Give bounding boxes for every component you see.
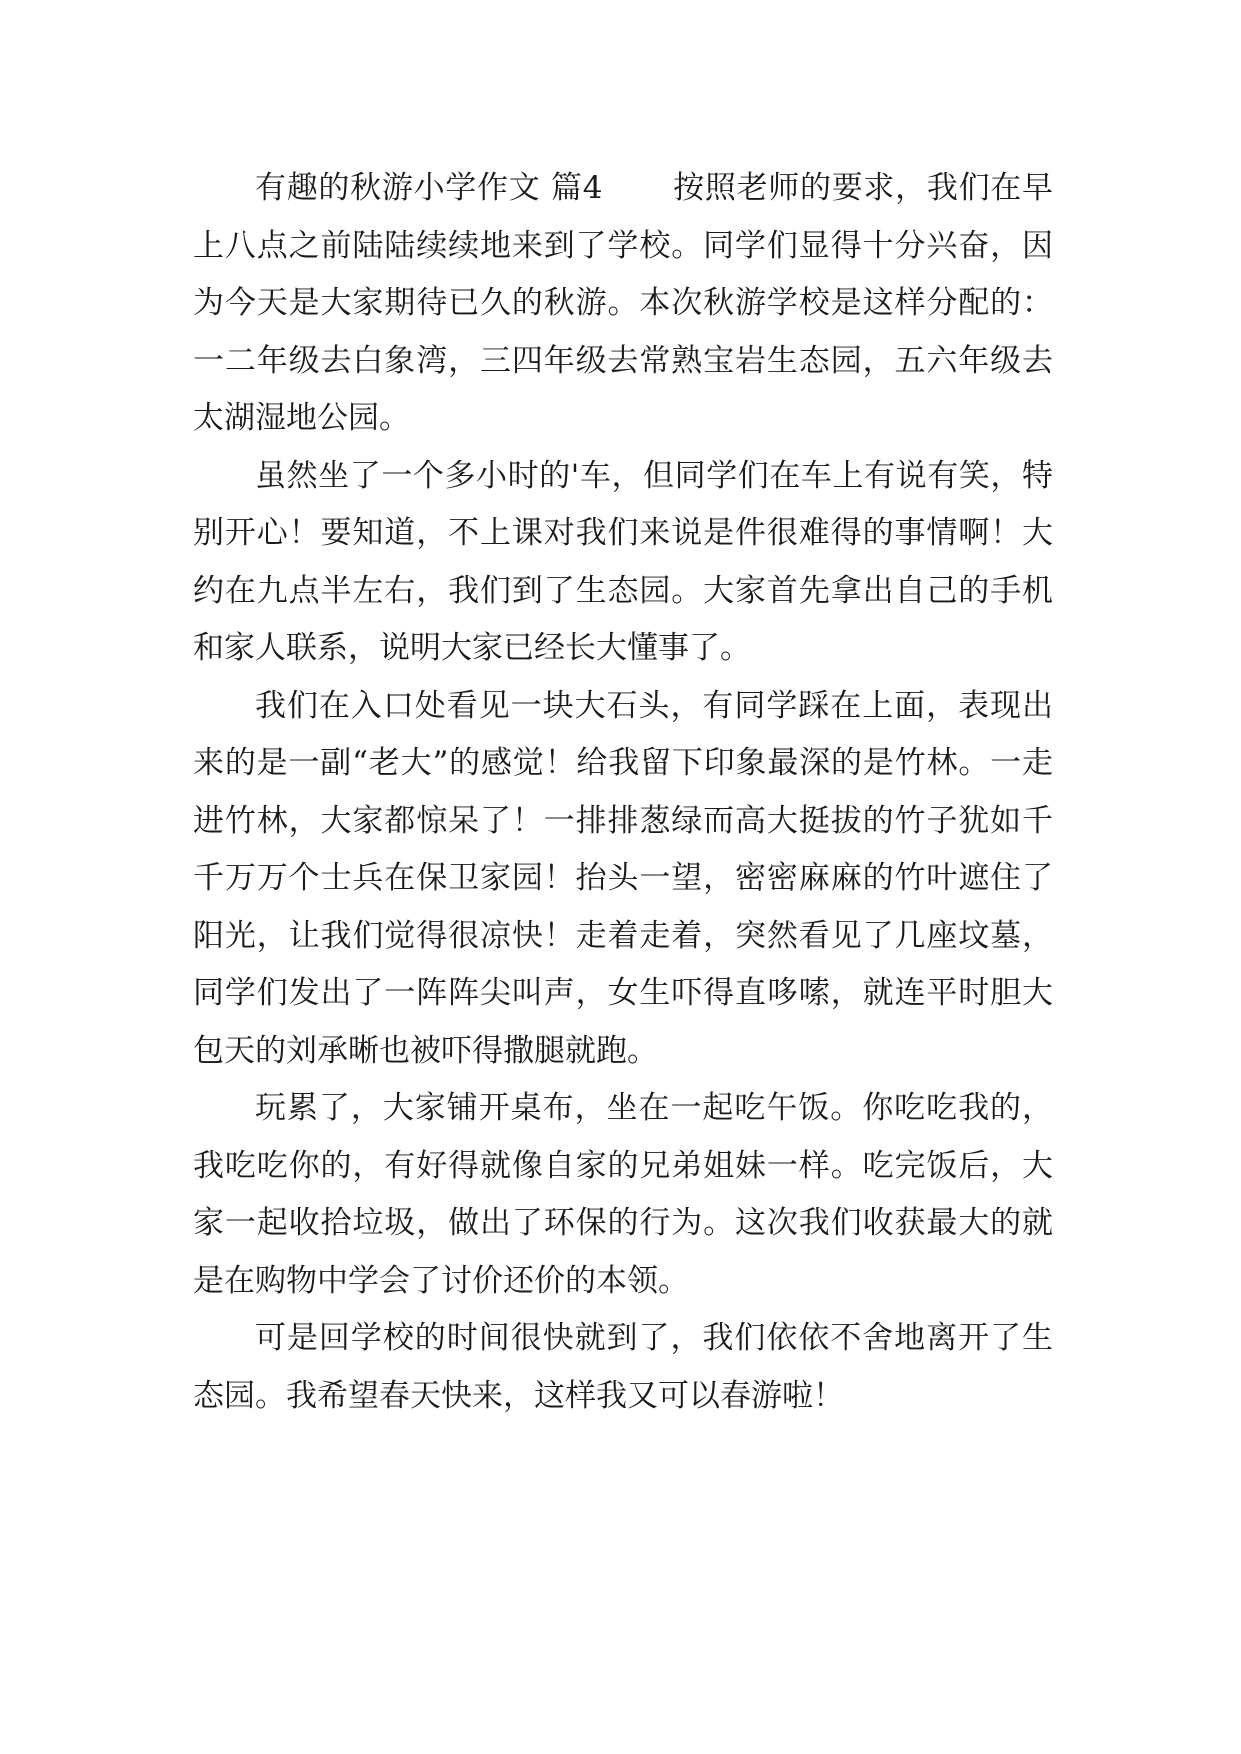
essay-body bbox=[193, 160, 1053, 1425]
essay-heading: 有趣的秋游小学作文 篇4 bbox=[255, 170, 603, 206]
paragraph-4: 玩累了，大家铺开桌布，坐在一起吃午饭。你吃吃我的，我吃吃你的，有好得就像自家的兄弟姐妹一样。吃完饭后，大家一起收拾垃圾，做出了环保的行为。这次我们收获最大的就是在购物中学会了讨价还价的本领。 bbox=[193, 1090, 1053, 1299]
paragraph-2: 虽然坐了一个多小时的'车，但同学们在车上有说有笑，特别开心！要知道，不上课对我们来说是件很难得的事情啊！大约在九点半左右，我们到了生态园。大家首先拿出自己的手机和家人联系，说明大家已经长大懂事了。 bbox=[193, 457, 1053, 666]
paragraph-1 bbox=[193, 160, 1053, 448]
paragraph-3: 我们在入口处看见一块大石头，有同学踩在上面，表现出来的是一副“老大”的感觉！给我留下印象最深的是竹林。一走进竹林，大家都惊呆了！一排排葱绿而高大挺拔的竹子犹如千千万万个士兵在保卫家园！抬头一望，密密麻麻的竹叶遮住了阳光，让我们觉得很凉快！走着走着，突然看见了几座坟墓，同学们发出了一阵阵尖叫声，女生吓得直哆嗦，就连平时胆大包天的刘承晰也被吓得撒腿就跑。 bbox=[193, 687, 1053, 1069]
paragraph-text: 按照老师的要求，我们在早上八点之前陆陆续续地来到了学校。同学们显得十分兴奋，因为今天是大家期待已久的秋游。本次秋游学校是这样分配的：一二年级去白象湾，三四年级去常熟宝岩生态园，五六年级去太湖湿地公园。 bbox=[193, 170, 1054, 436]
paragraph-5: 可是回学校的时间很快就到了，我们依依不舍地离开了生态园。我希望春天快来，这样我又可以春游啦！ bbox=[193, 1320, 1053, 1414]
